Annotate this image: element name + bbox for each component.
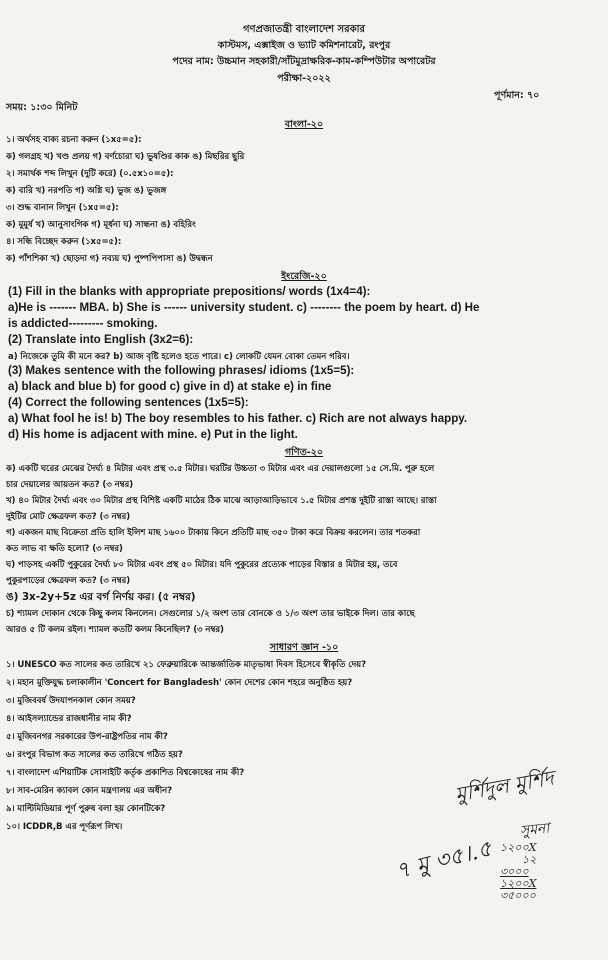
section-title-gk: সাধারণ জ্ঞান -১০ [269, 642, 339, 653]
math-line: চার দেয়ালের আয়তন কত? (৩ নম্বর) [6, 480, 134, 490]
math-line: দুইটির মোট ক্ষেত্রফল কত? (৩ নম্বর) [6, 512, 131, 522]
calc-line: ৩০০০ [500, 865, 529, 878]
govt-title: গণপ্রজাতন্ত্রী বাংলাদেশ সরকার [243, 24, 365, 35]
math-line: গ) একজন মাছ বিক্রেতা প্রতি হালি ইলিশ মাছ ১৬০০ টাকায় কিনে প্রতিটি মাছ ৩৫০ টাকা করে বিক্রয় করলেন। তার শতকরা [6, 528, 421, 538]
math-line: ঘ) পাড়সহ একটি পুকুরের দৈর্ঘ্য ৮০ মিটার এবং প্রস্থ ৫০ মিটার। যদি পুকুরের প্রত্যেক পাড়ের বিস্তার ৪ মিটার হয়, তবে [6, 560, 398, 570]
post-name: পদের নাম: উচ্চমান সহকারী/সাঁটমুদ্রাক্ষরিক-কাম-কম্পিউটার অপারেটর [172, 56, 436, 67]
bangla-line: ২। সমার্থক শব্দ লিখুন (দুটি করে) (০.৫x১০=৫): [6, 169, 174, 179]
bangla-line: ক) মুমুর্ষ খ) আনুসাংগিক গ) মূর্ধনা ঘ) সান্ধনা ঙ) বহিরিং [6, 220, 196, 230]
gk-question: ৮। সাব-মেরিন ক্যাবল কোন মন্ত্রণালয় এর অধীন? [6, 786, 172, 796]
english-line: a)He is ------- MBA. b) She is ------ university student. c) -------- the poem by heart. d) He [8, 301, 480, 314]
bangla-line: ক) বারি খ) নরপতি গ) অগ্নি ঘ) ভুজ ঙ) ভুজঙ্গ [6, 186, 167, 196]
gk-question: ৫। মুজিবনগর সরকারের উপ-রাষ্ট্রপতির নাম কী? [6, 732, 168, 742]
gk-question: ৩। মুজিববর্ষ উদযাপনকাল কোন সময়? [6, 696, 136, 706]
english-line: (4) Correct the following sentences (1x5=5): [8, 396, 249, 409]
math-line: ক) একটি ঘরের মেঝের দৈর্ঘ্য ৪ মিটার এবং প্রস্থ ৩.৫ মিটার। ঘরটির উচ্চতা ৩ মিটার এবং এর দেয়ালগুলো ১৫ সে.মি. পুরু হলে [6, 464, 435, 474]
english-line: (2) Translate into English (3x2=6): [8, 333, 194, 346]
handwritten-signature-name: সুমনা [519, 820, 551, 840]
handwritten-signature: মুর্শিদুল মুর্শিদ [453, 765, 556, 807]
gk-question: ১০। ICDDR,B এর পূর্ণরূপ লিখ। [6, 822, 123, 832]
english-line: (1) Fill in the blanks with appropriate prepositions/ words (1x4=4): [8, 285, 371, 298]
math-line: ঙ) 3x-2y+5z এর বর্গ নির্ণয় কর। (৫ নম্বর) [6, 591, 196, 603]
handwritten-note: ৭ মু ৩৫।.৫ [393, 836, 495, 885]
english-line: (3) Makes sentence with the following phrases/ idioms (1x5=5): [8, 364, 355, 377]
calc-line: ৩৫০০০ [500, 889, 536, 902]
bangla-line: ক) গলগ্রহ খ) খণ্ড প্রলয় গ) বর্ণচোরা ঘ) ভুষণ্ডির কাক ঙ) মিছরির ছুরি [6, 152, 245, 162]
english-line: a) নিজেকে তুমি কী মনে কর? b) আজ বৃষ্টি হলেও হতে পারে। c) লোকটি যেমন বোকা তেমন গরিব। [8, 352, 350, 362]
bangla-line: ৩। শুদ্ধ বানান লিখুন (১x৫=৫): [6, 203, 119, 213]
english-line: a) What fool he is! b) The boy resembles to his father. c) Rich are not always happy. [8, 412, 468, 425]
math-line: আরও ৫ টি কলম রইল। শ্যামল কতটি কলম কিনেছিল? (৩ নম্বর) [6, 625, 224, 635]
gk-question: ১। UNESCO কত সালের কত তারিখে ২১ ফেব্রুয়ারিকে আন্তর্জাতিক মাতৃভাষা দিবস হিসেবে স্বীকৃতি দেয়? [6, 660, 366, 670]
gk-question: ২। মহান মুক্তিযুদ্ধ চলাকালীন 'Concert for Bangladesh' কোন দেশের কোন শহরে অনুষ্ঠিত হয়? [6, 678, 353, 688]
english-line: d) His home is adjacent with mine. e) Put in the light. [8, 428, 298, 441]
bangla-line: ক) পাঁশশিকা খ) ছোড়দা গ) নব্যয় ঘ) পুষ্পপিপাসা ঙ) উদ্বন্ধন [6, 254, 213, 264]
exam-time: সময়: ১:৩০ মিনিট [6, 102, 78, 113]
section-title-math: গণিত-২০ [284, 447, 324, 458]
calc-line: ১২০০X [500, 841, 537, 854]
math-line: খ) ৪০ মিটার দৈর্ঘ্য এবং ৩০ মিটার প্রস্থ বিশিষ্ট একটি মাঠের ঠিক মাঝে আড়াআড়িভাবে ১.৫ মিটার প্রশস্ত দুইটি রাস্তা আছে। রাস্তা [6, 496, 437, 506]
full-marks: পূর্ণমান: ৭০ [494, 90, 540, 101]
exam-year: পরীক্ষা-২০২২ [277, 73, 331, 84]
section-title-bangla: বাংলা-২০ [284, 119, 324, 130]
calc-line: ১২ [522, 853, 537, 866]
gk-question: ৪। আইসল্যান্ডের রাজধানীর নাম কী? [6, 714, 132, 724]
handwritten-calculation [500, 842, 536, 902]
calc-line: ১২০০X [500, 877, 537, 890]
english-line: a) black and blue b) for good c) give in d) at stake e) in fine [8, 380, 332, 393]
bangla-line: ৪। সন্ধি বিচ্ছেদ করুন (১x৫=৫): [6, 237, 122, 247]
math-line: চ) শ্যামল দোকান থেকে কিছু কলম কিনলেন। সেগুলোর ১/২ অংশ তার বোনকে ও ১/৩ অংশ তার ভাইকে দিল। তার কাছে [6, 609, 415, 619]
math-line: কত লাভ বা ক্ষতি হলো? (৩ নম্বর) [6, 544, 123, 554]
gk-question: ৬। রংপুর বিভাগ কত সালের কত তারিখে গঠিত হয়? [6, 750, 183, 760]
section-title-english: ইংরেজি-২০ [281, 271, 327, 282]
office-name: কাস্টমস, এক্সাইজ ও ভ্যাট কমিশনারেট, রংপুর [217, 40, 391, 51]
gk-question: ৯। মাল্টিমিডিয়ার পূর্ণ পুরুষ বলা হয় কোনটিকে? [6, 804, 166, 814]
english-line: is addicted--------- smoking. [8, 317, 158, 330]
math-line: পুকুরপাড়ের ক্ষেত্রফল কত? (৩ নম্বর) [6, 576, 131, 586]
gk-question: ৭। বাংলাদেশ এশিয়াটিক সোসাইটি কর্তৃক প্রকাশিত বিশ্বকোষের নাম কী? [6, 768, 245, 778]
bangla-line: ১। অর্থসহ বাক্য রচনা করুন (১x৫=৫): [6, 135, 142, 145]
